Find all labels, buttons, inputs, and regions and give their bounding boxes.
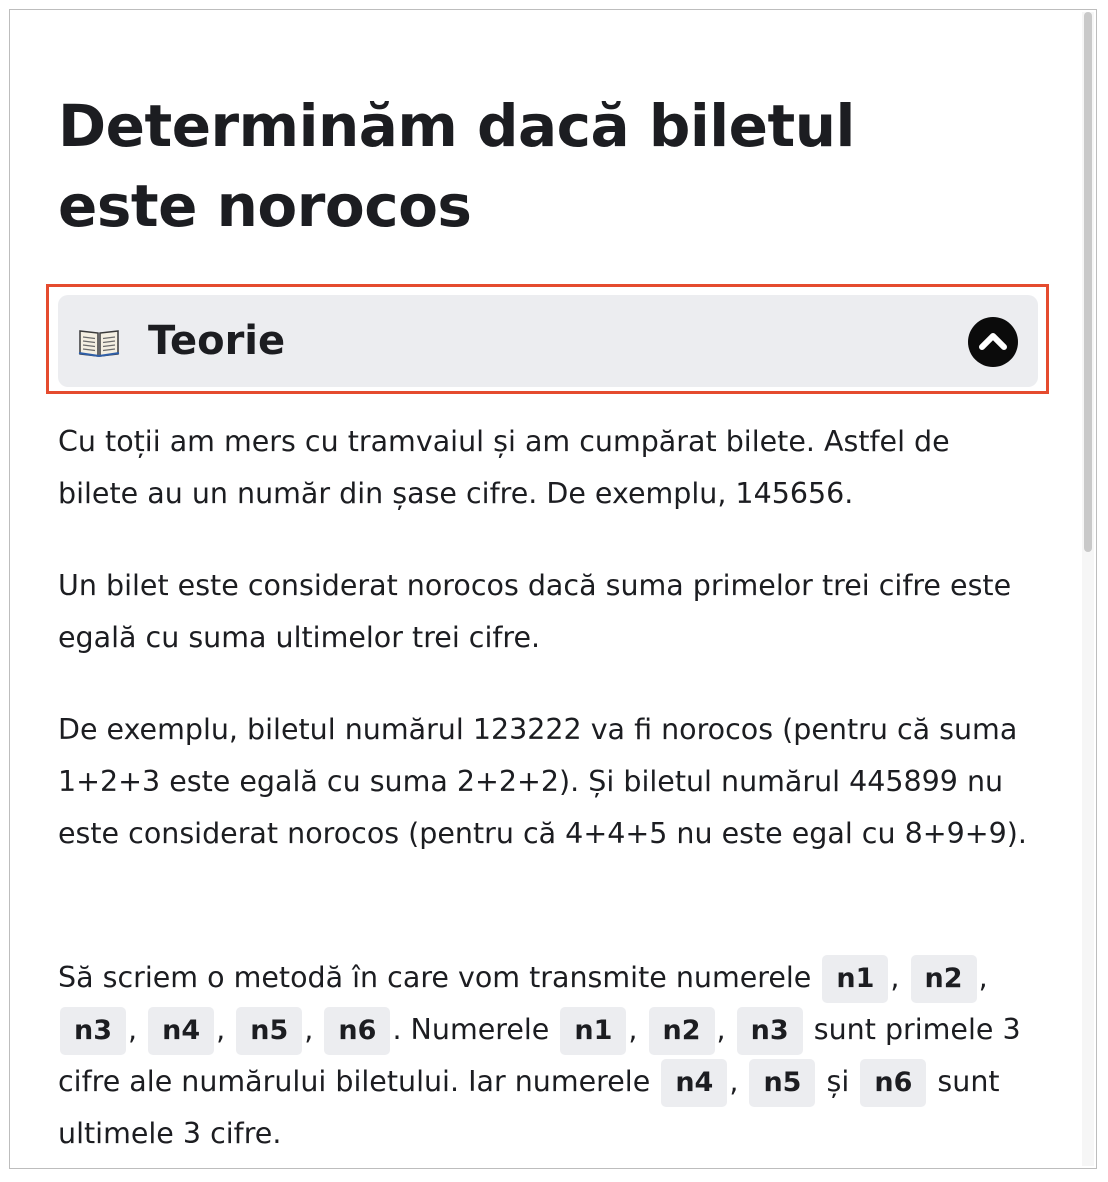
page-title: Determinăm dacă biletul este norocos — [58, 92, 855, 240]
inline-code: n1 — [822, 955, 888, 1003]
inline-code: n3 — [737, 1007, 803, 1055]
paragraph-text: Să scriem o metodă în care vom transmite numerele — [58, 961, 821, 994]
paragraph-text: sunt primele 3 cifre ale numărului biletului. Iar numerele — [58, 1013, 1021, 1098]
inline-code: n6 — [860, 1059, 926, 1107]
theory-paragraph-4 — [58, 952, 1038, 1160]
theory-paragraph-3: De exemplu, biletul numărul 123222 va fi norocos (pentru că suma 1+2+3 este egală cu suma 2+2+2). Și biletul numărul 445899 nu este considerat norocos (pentru că 4+4+5 nu este egal cu 8+9+9). — [58, 713, 1027, 850]
highlight-outline — [46, 284, 1049, 394]
separator: , — [216, 1013, 235, 1046]
separator: , — [628, 1013, 647, 1046]
paragraph-text: și — [817, 1065, 859, 1098]
paragraph-text: sunt ultimele 3 cifre. — [58, 1065, 1000, 1150]
separator: , — [890, 961, 909, 994]
inline-code: n2 — [649, 1007, 715, 1055]
lesson-panel — [9, 9, 1097, 1169]
inline-code: n4 — [148, 1007, 214, 1055]
separator: , — [716, 1013, 735, 1046]
theory-paragraph-1: Cu toții am mers cu tramvaiul și am cumpărat bilete. Astfel de bilete au un număr din șase cifre. De exemplu, 145656. — [58, 425, 950, 510]
separator: , — [978, 961, 988, 994]
inline-code: n5 — [236, 1007, 302, 1055]
inline-code: n1 — [560, 1007, 626, 1055]
scrollbar-thumb[interactable] — [1084, 12, 1092, 552]
separator: , — [128, 1013, 147, 1046]
inline-code: n2 — [911, 955, 977, 1003]
separator: , — [304, 1013, 323, 1046]
inline-code: n6 — [324, 1007, 390, 1055]
separator: , — [729, 1065, 748, 1098]
inline-code: n3 — [60, 1007, 126, 1055]
inline-code: n5 — [749, 1059, 815, 1107]
inline-code: n4 — [661, 1059, 727, 1107]
theory-accordion-title: Teorie — [148, 318, 286, 364]
paragraph-text: . Numerele — [392, 1013, 559, 1046]
vertical-scrollbar[interactable] — [1082, 12, 1094, 1166]
theory-paragraph-2: Un bilet este considerat norocos dacă suma primelor trei cifre este egală cu suma ultimelor trei cifre. — [58, 569, 1012, 654]
